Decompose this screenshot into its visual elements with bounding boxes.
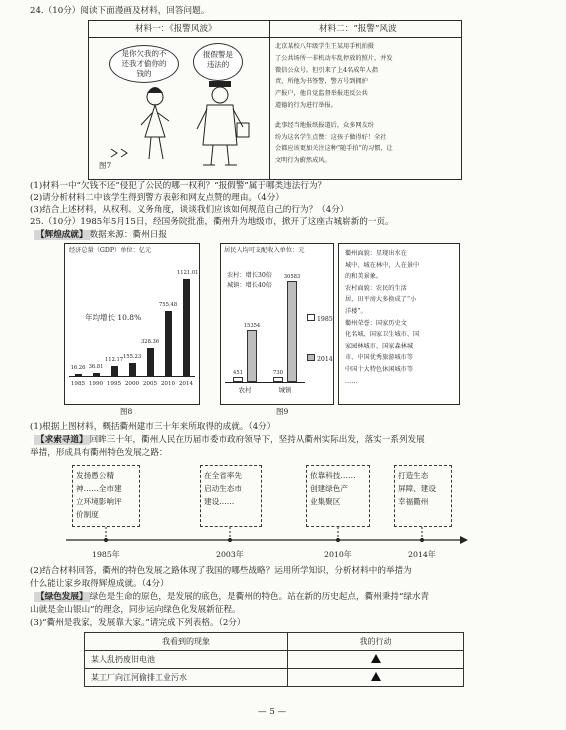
gdp-bar bbox=[147, 348, 154, 376]
material2-line: 北京某校八年级学生王某用手机拍摄 bbox=[275, 43, 374, 50]
answer-blank-icon bbox=[371, 654, 381, 663]
material2-line: 微信公众号。但引来了上4名成年人指 bbox=[275, 66, 378, 74]
gdp-value-label: 112.17 bbox=[105, 357, 124, 364]
text-box-line: 家园林城市、国家森林城 bbox=[345, 342, 414, 350]
q25-question-2-line-2: 什么能让家乡取得辉煌成就。（4分） bbox=[30, 579, 169, 589]
q24-question-2: (2)请分析材料二中该学生得到警方表彰和网友点赞的理由。（4分） bbox=[30, 193, 284, 203]
table-header-action: 我的行动 bbox=[288, 633, 464, 651]
text-box-line: …… bbox=[345, 377, 358, 385]
text-box-body bbox=[339, 244, 459, 387]
income-bar-2014 bbox=[287, 281, 297, 382]
text-box-line: 居，田平房大多换成了“小 bbox=[345, 296, 417, 304]
q24-material-frame bbox=[88, 20, 462, 180]
gdp-bar bbox=[129, 363, 136, 376]
text-box-line: 城中、城在林中，人在景中 bbox=[345, 261, 420, 269]
section-achievements bbox=[34, 229, 167, 241]
chart9-title: 居民人均可支配收入单位：元 bbox=[224, 247, 305, 254]
answer-blank-icon bbox=[371, 672, 381, 681]
chart9-note-urban: 城镇：增长40倍 bbox=[227, 282, 272, 289]
figure8-chart bbox=[64, 243, 200, 405]
gdp-value-label: 155.23 bbox=[123, 353, 142, 360]
material2-line: 了公共场所一非机动车乱停放的照片，并发 bbox=[275, 54, 393, 62]
chart9-note-rural: 农村：增长30倍 bbox=[227, 272, 272, 279]
text-box-line: 市、中国优秀旅游城市等 bbox=[345, 354, 414, 362]
material2-line: 此事经当地报纸报道后，众多网友纷 bbox=[275, 121, 374, 129]
gdp-value-label: 16.26 bbox=[70, 365, 86, 371]
chart8-x-labels bbox=[69, 380, 195, 390]
legend-2014: 2014 bbox=[307, 354, 333, 364]
material2-text bbox=[275, 41, 457, 167]
table-header-phenomenon: 我看到的现象 bbox=[85, 633, 288, 651]
page-number: — 5 — bbox=[258, 707, 287, 717]
section-path-title: 【求索寻道】 bbox=[36, 435, 88, 445]
table-cell-phenomenon: 某工厂向江河偷排工业污水 bbox=[85, 669, 288, 687]
chart8-axis bbox=[69, 376, 195, 377]
chart9-legend bbox=[307, 314, 333, 364]
speech-bubble-right: 报假警是违法的 bbox=[193, 43, 243, 81]
timeline-year-2010: 2010年 bbox=[324, 550, 352, 559]
material2-line: 会都应该更加关注这种“随手拍”的习惯，让 bbox=[275, 145, 393, 153]
q24-question-3: (3)结合上述材料，从权利、义务角度，谈谈我们应该如何规范自己的行为？（4分） bbox=[30, 205, 349, 215]
income-category-label: 城镇 bbox=[278, 386, 292, 394]
development-timeline bbox=[62, 465, 472, 563]
gdp-year-label: 2010 bbox=[160, 381, 176, 387]
text-box-line: 衢州荣誉：国家历史文 bbox=[345, 319, 407, 327]
section-green-text-1: 绿色是生命的原色，是发展的底色，是衢州的特色。站在新的历史起点，衢州秉持“绿水青 bbox=[89, 592, 430, 602]
gdp-bar bbox=[183, 279, 190, 376]
timeline-box-2014: 打造生态 屏障、建设 幸福衢州 bbox=[394, 465, 452, 527]
gdp-bar bbox=[165, 311, 172, 376]
material2-line: 产报户，他自觉监督举报违反公共 bbox=[275, 90, 368, 98]
material2-line: 纷为这名学生点赞：这孩子做得好！全社 bbox=[275, 133, 387, 141]
gdp-value-label: 1121.01 bbox=[177, 269, 199, 276]
figure7-label: 图7 bbox=[99, 161, 112, 170]
table-cell-action[interactable] bbox=[288, 669, 464, 687]
q25-question-3: (3)“衢州是我家，发展靠大家。”请完成下列表格。（2分） bbox=[30, 618, 246, 628]
table-cell-phenomenon: 某人乱扔废旧电池 bbox=[85, 651, 288, 669]
timeline-box-2010: 依靠科技…… 创建绿色产 业集聚区 bbox=[306, 465, 370, 527]
table-cell-action[interactable] bbox=[288, 651, 464, 669]
gdp-value-label: 755.48 bbox=[159, 301, 178, 308]
chart9-plot bbox=[225, 264, 305, 382]
legend-1985: 1985 bbox=[307, 314, 333, 324]
q24-question-1: (1)材料一中“欠钱不还”侵犯了公民的哪一权利？“报假警”属于哪类违法行为？ bbox=[30, 181, 327, 191]
chart8-title: 经济总量（GDP）单位：亿元 bbox=[69, 247, 152, 254]
section-path-text-1: 回眸三十年，衢州人民在历届市委市政府领导下，坚持从衢州实际出发，落实一系列发展 bbox=[89, 435, 425, 445]
table-header-row bbox=[85, 633, 464, 651]
q25-question-1: (1)根据上图材料，概括衢州建市三十年来所取得的成就。（4分） bbox=[30, 422, 276, 432]
timeline-year-2003: 2003年 bbox=[216, 550, 244, 559]
frame-header-line bbox=[89, 37, 461, 38]
income-value-label: 451 bbox=[233, 370, 243, 376]
timeline-year-2014: 2014年 bbox=[408, 550, 436, 559]
gdp-year-label: 1985 bbox=[70, 381, 86, 387]
timeline-box-2003: 在全省率先 启动生态市 建设…… bbox=[200, 465, 262, 527]
q25-stem: 25.（10分）1985年5月15日，经国务院批准，衢州升为地级市，掀开了这座古城崭新的一页。 bbox=[30, 217, 394, 227]
q25-question-2-line-1: (2)结合材料回答，衢州的特色发展之路体现了我国的哪些战略？运用所学知识，分析材料中的举措为 bbox=[30, 566, 412, 576]
material1-title: 材料一：《报警风波》 bbox=[135, 24, 217, 34]
frame-divider bbox=[269, 21, 270, 179]
table-row bbox=[85, 669, 464, 687]
speech-bubble-left: 是你欠我的不还我才偷你的钱的 bbox=[109, 45, 179, 83]
income-value-label: 15354 bbox=[243, 323, 261, 330]
figure9-chart bbox=[220, 243, 334, 405]
gdp-year-label: 2014 bbox=[178, 381, 194, 387]
section-achievements-title: 【辉煌成就】 bbox=[36, 230, 88, 240]
text-box-line: 化名城、国家卫生城市、国 bbox=[345, 331, 420, 339]
action-table bbox=[84, 632, 464, 687]
material2-title: 材料二：“报警”风波 bbox=[319, 24, 397, 34]
gdp-year-label: 2000 bbox=[124, 381, 140, 387]
q24-stem: 24.（10分）阅读下面漫画及材料，回答问题。 bbox=[30, 6, 210, 16]
gdp-bar bbox=[111, 366, 118, 376]
table-row bbox=[85, 651, 464, 669]
text-box-line: 洋楼”。 bbox=[345, 307, 367, 315]
income-bar-2014 bbox=[247, 330, 257, 382]
text-box-line: 中国十大特色休闲城市等 bbox=[345, 365, 414, 373]
chart9-x-labels bbox=[225, 386, 305, 398]
chart9-axis bbox=[225, 382, 305, 383]
section-green-text-2: 山就是金山银山”的理念，同步运向绿色化发展新征程。 bbox=[30, 605, 241, 615]
income-value-label: 730 bbox=[273, 370, 283, 376]
material2-line: 责，所他为书签警，警方号到拥护 bbox=[275, 78, 368, 86]
timeline-axis bbox=[62, 525, 472, 547]
section-green-title: 【绿色发展】 bbox=[36, 592, 88, 602]
income-category-label: 农村 bbox=[238, 386, 252, 394]
material2-line: 道德的行为进行举报。 bbox=[275, 101, 337, 109]
section-path-text-2: 举措，形成具有衢州特色发展之路： bbox=[30, 448, 168, 458]
gdp-year-label: 1990 bbox=[88, 381, 104, 387]
gdp-year-label: 1995 bbox=[106, 381, 122, 387]
timeline-box-1985: 发扬愚公精 神……全市建 立环境影响评 价制度 bbox=[72, 465, 140, 527]
chart8-annotation: 年均增长 10.8% bbox=[85, 313, 142, 322]
section-path bbox=[34, 434, 425, 446]
material2-line: 文明行为蔚然成风。 bbox=[275, 157, 331, 165]
timeline-year-1985: 1985年 bbox=[92, 550, 120, 559]
quzhou-text-box bbox=[338, 243, 460, 405]
figure9-label: 图9 bbox=[276, 407, 289, 416]
income-value-label: 30583 bbox=[283, 273, 301, 280]
text-box-line: 的和美景象。 bbox=[345, 273, 383, 281]
section-green bbox=[34, 591, 429, 603]
figure8-label: 图8 bbox=[120, 407, 133, 416]
data-source: 数据来源：衢州日报 bbox=[89, 230, 167, 240]
text-box-line: 衢州面貌：星现出水在 bbox=[345, 250, 407, 257]
chart8-plot bbox=[69, 260, 199, 376]
cartoon-illustration bbox=[97, 79, 265, 175]
gdp-value-label: 328.36 bbox=[141, 338, 160, 345]
gdp-value-label: 36.81 bbox=[88, 363, 104, 370]
gdp-year-label: 2005 bbox=[142, 381, 158, 387]
text-box-line: 农村面貌：农民的生活 bbox=[345, 284, 407, 292]
